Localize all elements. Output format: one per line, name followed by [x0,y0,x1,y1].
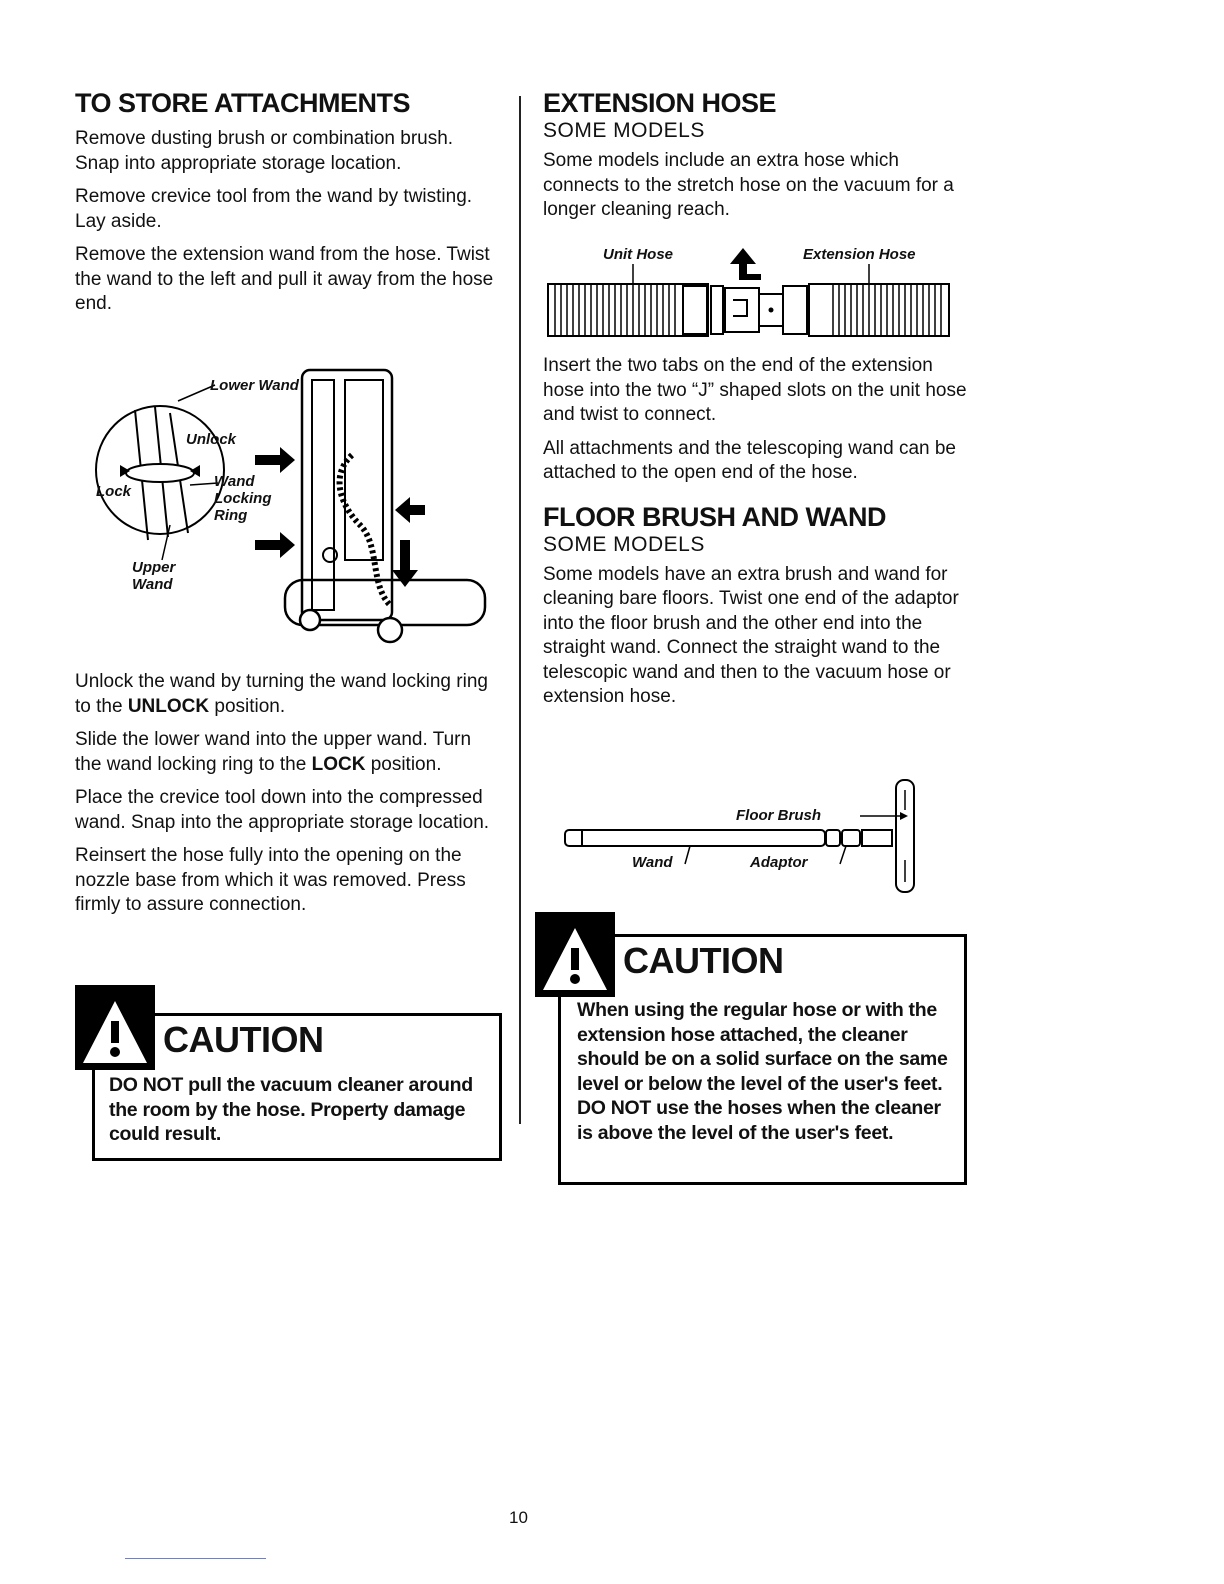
floor-brush-subheading: SOME MODELS [543,532,705,556]
label-extension-hose: Extension Hose [803,246,916,263]
left-column-lower [75,670,500,927]
floor-brush-paragraph: Some models have an extra brush and wand for cleaning bare floors. Twist one end of the adaptor into the floor brush and the other end into the straight wand. Connect the straight wand to the telescopic wand and then to the vacuum hose or extension hose. [543,563,959,708]
label-wand-locking-ring: Wand Locking Ring [214,473,272,524]
unlock-paragraph [75,670,500,719]
column-divider [519,96,521,1124]
label-adaptor: Adaptor [750,854,808,871]
floor-brush-illustration [560,760,930,895]
right-column [543,88,968,232]
unlock-text-post: position. [209,695,286,717]
label-wand: Wand [632,854,673,871]
extension-paragraph-2: Insert the two tabs on the end of the extension hose into the two “J” shaped slots on the unit hose and twist to connect. [543,355,967,425]
lock-paragraph [75,728,500,777]
store-attachments-heading: TO STORE ATTACHMENTS [75,88,411,118]
left-caution [75,985,505,1165]
bottom-rule [125,1558,266,1559]
right-caution-title: CAUTION [623,940,784,981]
lock-keyword: LOCK [311,753,366,775]
right-caution [535,912,965,1187]
warning-triangle-icon [75,985,170,1080]
left-column [75,88,500,326]
floor-brush-figure [560,760,930,895]
store-paragraph-2: Remove crevice tool from the wand by twisting. Lay aside. [75,186,473,232]
extension-hose-subheading: SOME MODELS [543,119,705,143]
label-floor-brush: Floor Brush [736,807,821,824]
label-unlock: Unlock [186,431,237,448]
unlock-text-pre: Unlock the wand by turning the wand locking ring to the [75,671,488,717]
unlock-keyword: UNLOCK [127,695,210,717]
label-unit-hose: Unit Hose [603,246,674,263]
extension-paragraph-1: Some models include an extra hose which connects to the stretch hose on the vacuum for a longer cleaning reach. [543,150,954,221]
left-caution-text: DO NOT pull the vacuum cleaner around the room by the hose. Property damage could result. [109,1074,473,1145]
right-column-middle [543,354,968,719]
floor-brush-heading: FLOOR BRUSH AND WAND [543,501,886,532]
reinsert-paragraph: Reinsert the hose fully into the opening on the nozzle base from which it was removed. Press firmly to assure connection. [75,845,466,915]
page-number: 10 [509,1508,528,1527]
right-caution-text: When using the regular hose or with the extension hose attached, the cleaner should be on a solid surface on the same level or below the level of the user's feet. DO NOT use the hoses when the cleaner is above the level of the user's feet. [577,999,948,1144]
hose-figure [543,242,953,352]
label-lock: Lock [96,483,132,500]
label-upper-wand: Upper Wand [132,559,176,593]
store-paragraph-3: Remove the extension wand from the hose. Twist the wand to the left and pull it away from the hose end. [75,244,494,315]
lock-text-pre: Slide the lower wand into the upper wand. Turn the wand locking ring to the [75,729,472,775]
extension-hose-heading: EXTENSION HOSE [543,88,777,118]
left-caution-title: CAUTION [163,1019,324,1060]
label-lower-wand: Lower Wand [210,377,299,394]
extension-paragraph-3: All attachments and the telescoping wand can be attached to the open end of the hose. [543,437,956,483]
lock-text-post: position. [365,753,442,775]
wand-lock-figure [90,365,490,655]
crevice-paragraph: Place the crevice tool down into the compressed wand. Snap into the appropriate storage location. [75,787,490,833]
warning-triangle-icon [535,912,630,1007]
store-paragraph-1: Remove dusting brush or combination brush. Snap into appropriate storage location. [75,128,454,174]
